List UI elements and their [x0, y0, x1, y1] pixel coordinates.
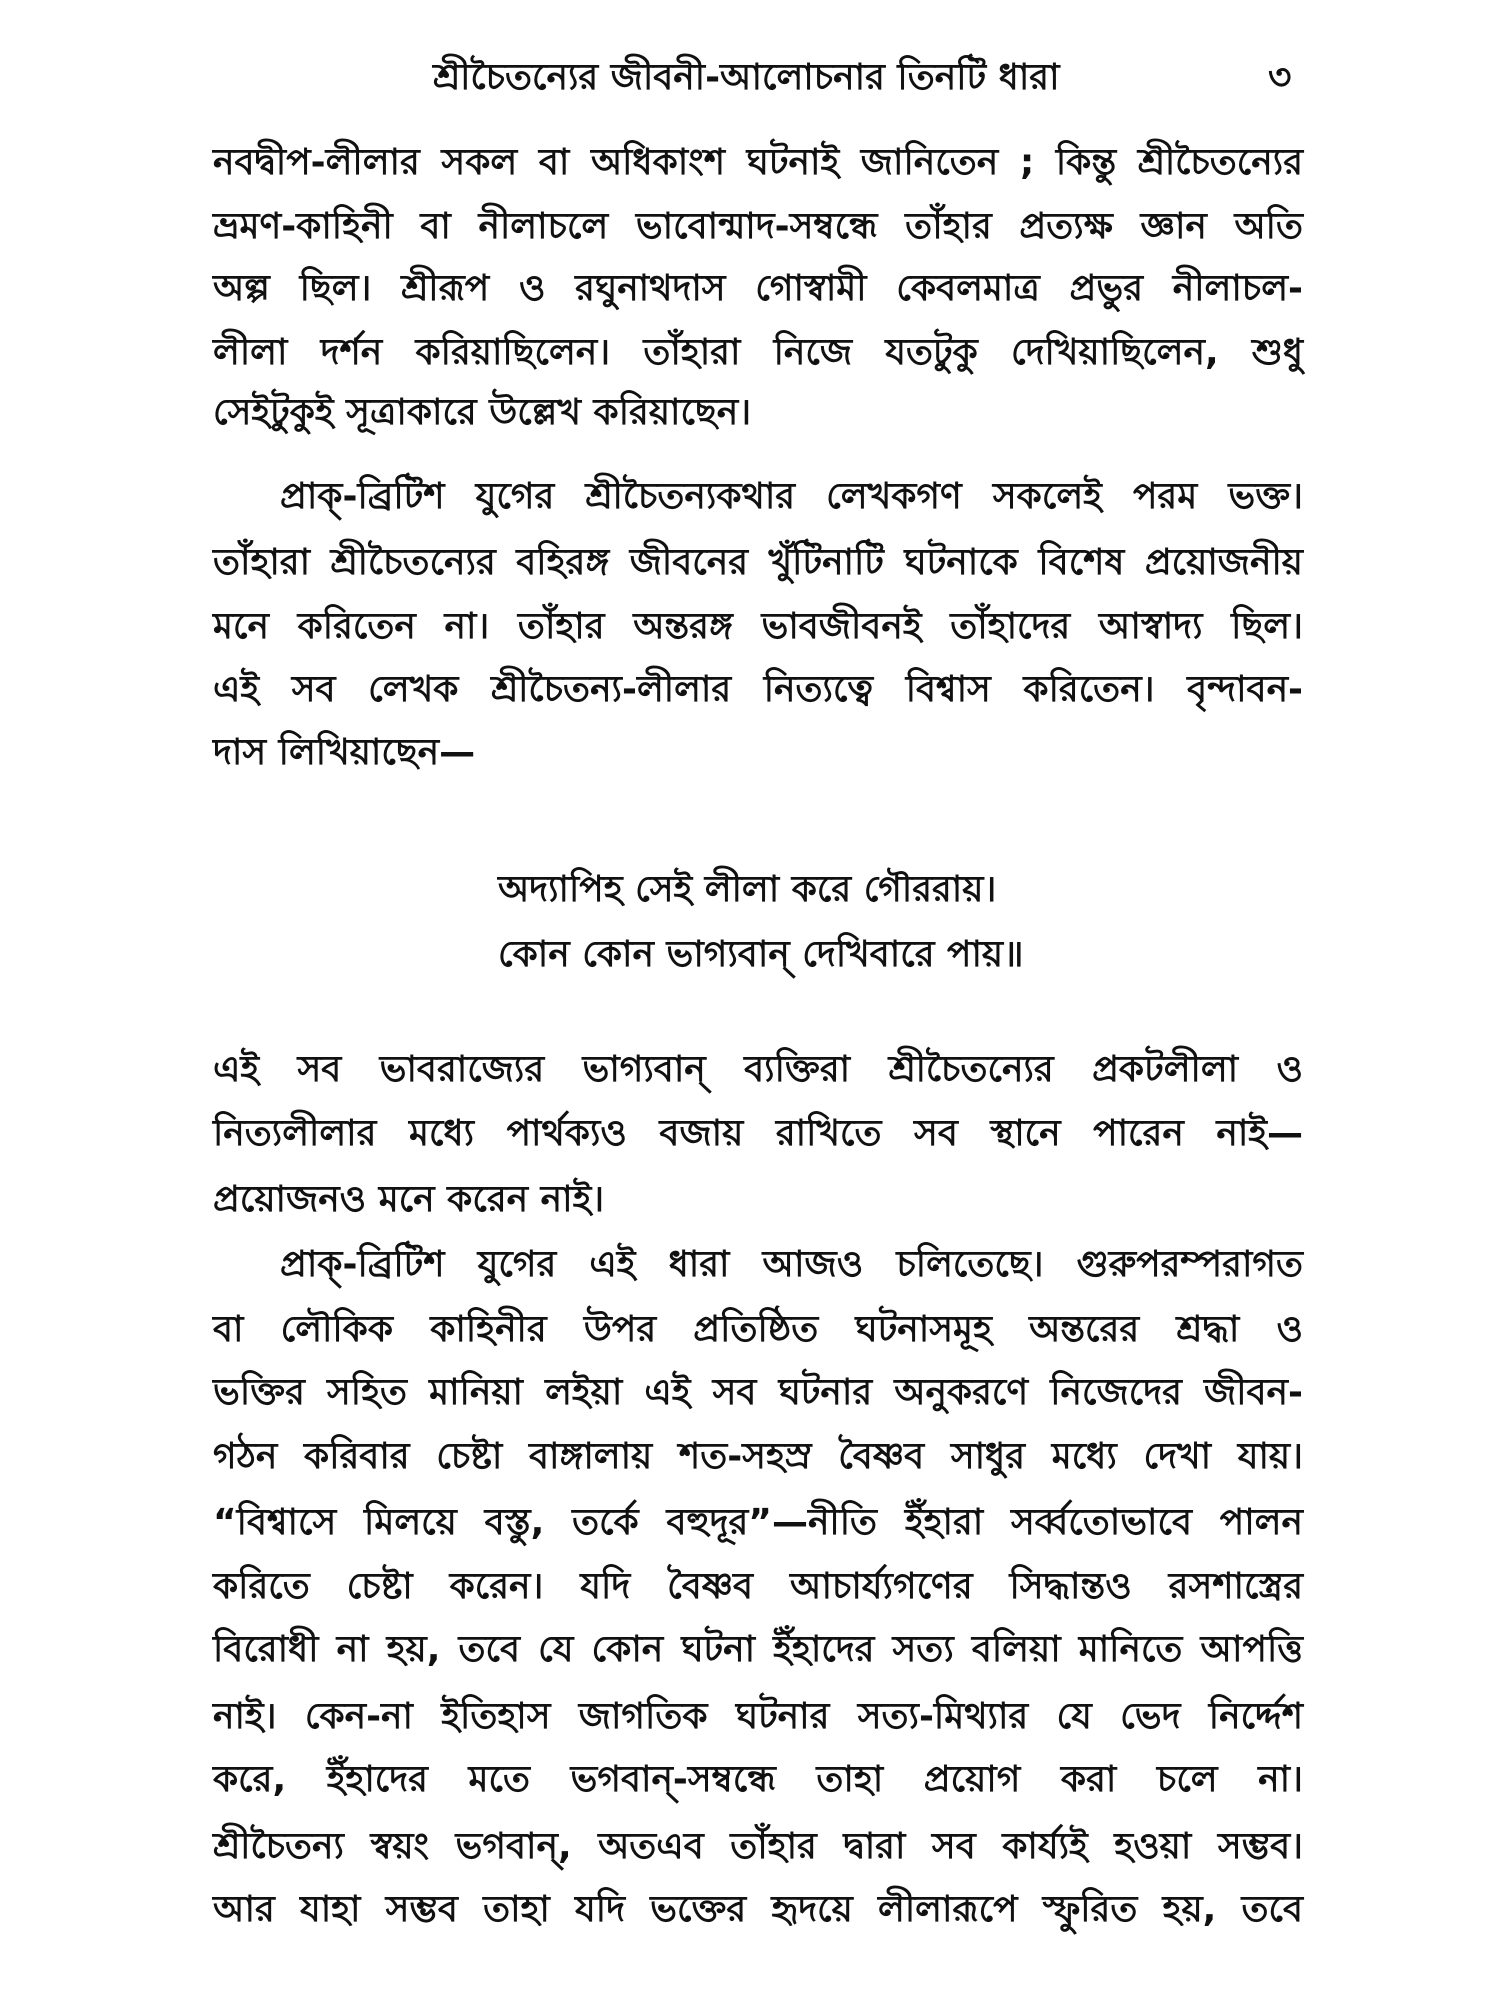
text-line: নিত্যলীলার মধ্যে পার্থক্যও বজায় রাখিতে সব স্থানে পারেন নাই— [213, 1113, 1303, 1154]
text-line: সেইটুকুই সূত্রাকারে উল্লেখ করিয়াছেন। [213, 392, 752, 433]
text-line: ভ্রমণ-কাহিনী বা নীলাচলে ভাবোন্মাদ-সম্বন্ধে তাঁহার প্রত্যক্ষ জ্ঞান অতি [213, 206, 1303, 247]
text-line: নবদ্বীপ-লীলার সকল বা অধিকাংশ ঘটনাই জানিতেন ; কিন্তু শ্রীচৈতন্যের [213, 142, 1303, 183]
text-line: করিতে চেষ্টা করেন। যদি বৈষ্ণব আচার্য্যগণের সিদ্ধান্তও রসশাস্ত্রের [213, 1566, 1303, 1607]
text-line: প্রয়োজনও মনে করেন নাই। [213, 1179, 605, 1220]
text-line: ভক্তির সহিত মানিয়া লইয়া এই সব ঘটনার অনুকরণে নিজেদের জীবন- [213, 1372, 1303, 1413]
text-line: অল্প ছিল। শ্রীরূপ ও রঘুনাথদাস গোস্বামী কেবলমাত্র প্রভুর নীলাচল- [213, 268, 1303, 309]
text-line: তাঁহারা শ্রীচৈতন্যের বহিরঙ্গ জীবনের খুঁটিনাটি ঘটনাকে বিশেষ প্রয়োজনীয় [213, 542, 1303, 583]
text-line: বা লৌকিক কাহিনীর উপর প্রতিষ্ঠিত ঘটনাসমূহ অন্তরের শ্রদ্ধা ও [213, 1309, 1303, 1350]
text-line: বিরোধী না হয়, তবে যে কোন ঘটনা ইঁহাদের সত্য বলিয়া মানিতে আপত্তি [213, 1629, 1303, 1670]
text-line: “বিশ্বাসে মিলয়ে বস্তু, তর্কে বহুদূর”—নীতি ইঁহারা সর্ব্বতোভাবে পালন [213, 1502, 1303, 1543]
text-line: আর যাহা সম্ভব তাহা যদি ভক্তের হৃদয়ে লীলারূপে স্ফুরিত হয়, তবে [213, 1889, 1303, 1930]
text-line: মনে করিতেন না। তাঁহার অন্তরঙ্গ ভাবজীবনই তাঁহাদের আস্বাদ্য ছিল। [213, 606, 1303, 647]
verse-line: অদ্যাপিহ সেই লীলা করে গৌররায়। [498, 869, 997, 910]
text-line: এই সব লেখক শ্রীচৈতন্য-লীলার নিত্যত্বে বিশ্বাস করিতেন। বৃন্দাবন- [213, 669, 1303, 710]
text-line: এই সব ভাবরাজ্যের ভাগ্যবান্ ব্যক্তিরা শ্রীচৈতন্যের প্রকটলীলা ও [213, 1049, 1303, 1090]
page-number: ৩ [1268, 57, 1292, 98]
text-line: প্রাক্-ব্রিটিশ যুগের শ্রীচৈতন্যকথার লেখকগণ সকলেই পরম ভক্ত। [280, 476, 1303, 517]
verse-line: কোন কোন ভাগ্যবান্ দেখিবারে পায়॥ [498, 934, 1024, 975]
text-line: শ্রীচৈতন্য স্বয়ং ভগবান্, অতএব তাঁহার দ্বারা সব কার্য্যই হওয়া সম্ভব। [213, 1826, 1303, 1867]
text-line: করে, ইঁহাদের মতে ভগবান্-সম্বন্ধে তাহা প্রয়োগ করা চলে না। [213, 1759, 1303, 1800]
text-line: গঠন করিবার চেষ্টা বাঙ্গালায় শত-সহস্র বৈষ্ণব সাধুর মধ্যে দেখা যায়। [213, 1436, 1303, 1477]
running-title: শ্রীচৈতন্যের জীবনী-আলোচনার তিনটি ধারা [433, 57, 1060, 98]
text-line: প্রাক্-ব্রিটিশ যুগের এই ধারা আজও চলিতেছে। গুরুপরম্পরাগত [280, 1244, 1303, 1285]
text-line: লীলা দর্শন করিয়াছিলেন। তাঁহারা নিজে যতটুকু দেখিয়াছিলেন, শুধু [213, 332, 1303, 373]
text-line: নাই। কেন-না ইতিহাস জাগতিক ঘটনার সত্য-মিথ্যার যে ভেদ নির্দ্দেশ [213, 1696, 1303, 1737]
text-line: দাস লিখিয়াছেন— [213, 732, 476, 773]
